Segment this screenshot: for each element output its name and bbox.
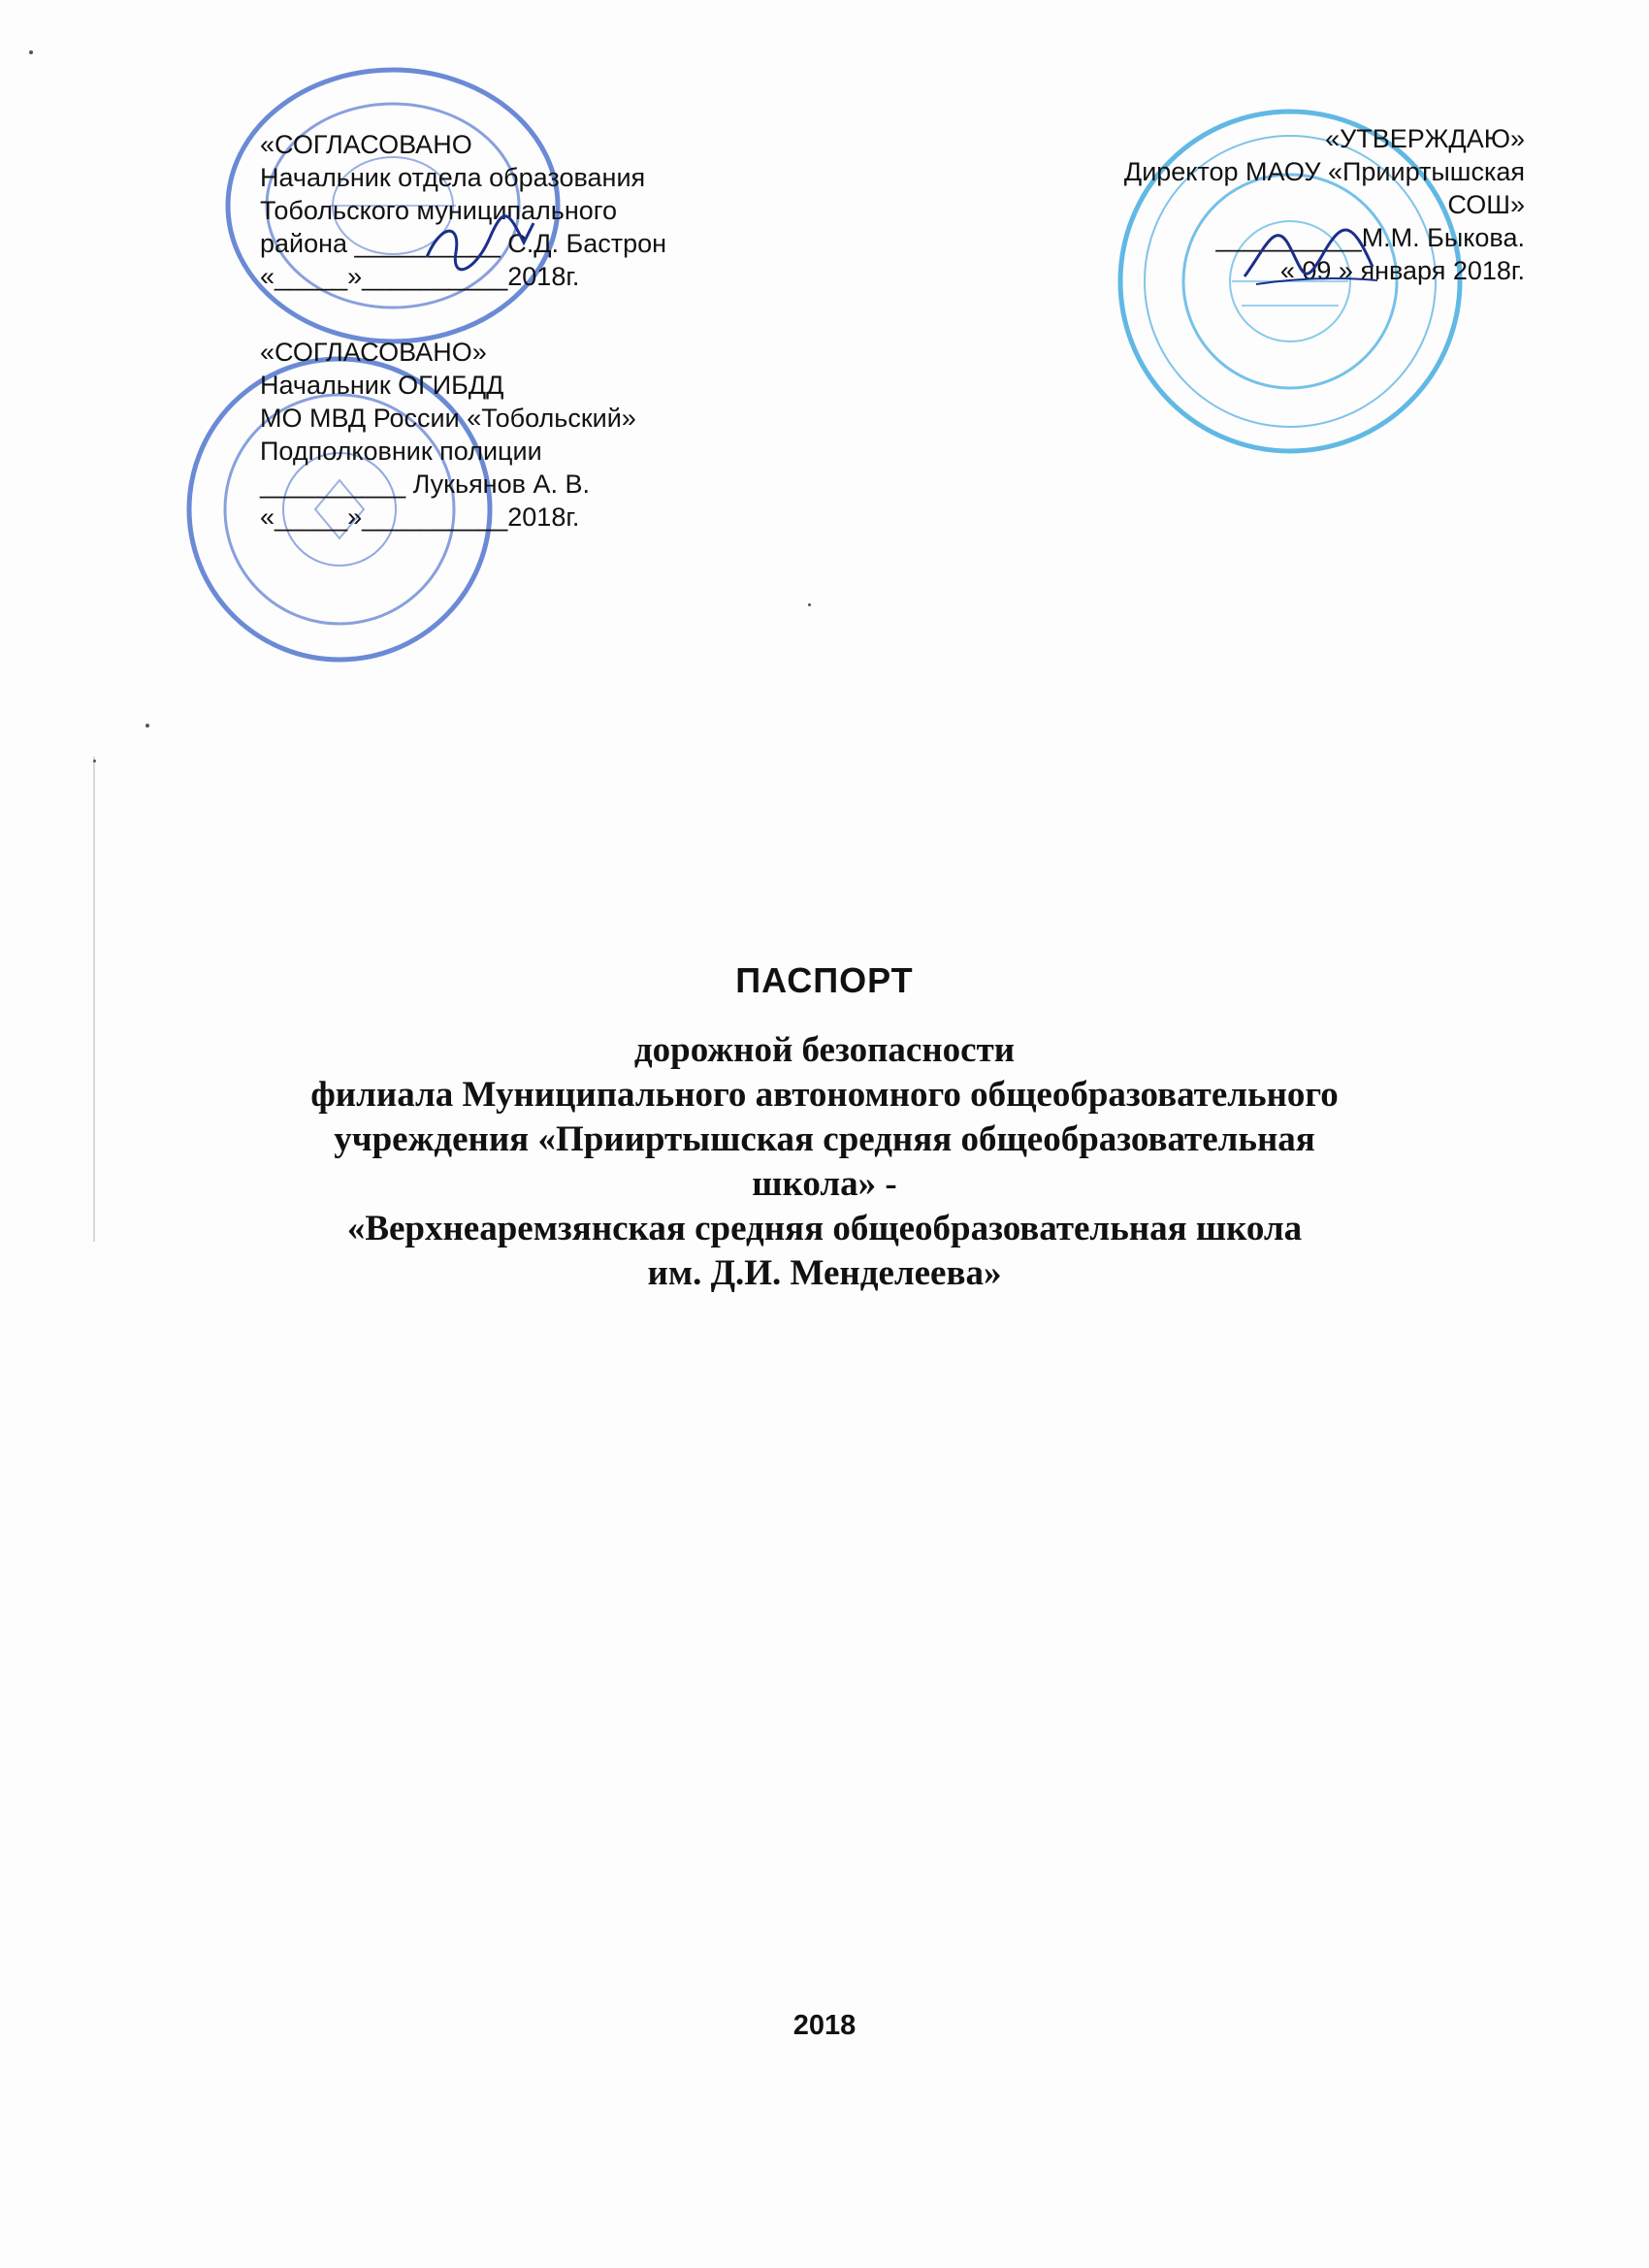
scan-speck	[808, 603, 811, 606]
subtitle-line: дорожной безопасности	[633, 1030, 1016, 1070]
title-block	[0, 960, 1649, 1296]
signature-bykova	[1237, 209, 1382, 296]
approval-block-police	[260, 336, 636, 534]
document-year: 2018	[792, 2010, 857, 2041]
document-title: ПАСПОРТ	[735, 960, 914, 1000]
scan-artifact	[93, 757, 95, 1242]
approval-line: СОШ»	[1447, 190, 1525, 219]
subtitle-line: филиала Муниципального автономного общеобразовательного	[310, 1075, 1339, 1115]
subtitle-line: «Верхнеаремзянская средняя общеобразовательная школа	[346, 1209, 1303, 1248]
approval-line: МО МВД России «Тобольский»	[260, 404, 636, 433]
approval-line: Тобольского муниципального	[260, 196, 618, 225]
approval-line: Начальник ОГИБДД	[260, 371, 504, 400]
approval-line: «_____»__________2018г.	[260, 502, 580, 532]
scan-speck	[93, 760, 96, 762]
approval-line: «УТВЕРЖДАЮ»	[1325, 124, 1525, 153]
approval-line: «СОГЛАСОВАНО	[260, 130, 472, 159]
scan-speck	[146, 724, 149, 728]
approval-line: « 09 » января 2018г.	[1279, 256, 1525, 285]
approval-line: __________ Лукьянов А. В.	[260, 470, 590, 499]
approval-line: «_____»__________2018г.	[260, 262, 580, 291]
approval-line: Подполковник полиции	[260, 437, 542, 466]
approval-line: Директор МАОУ «Прииртышская	[1123, 157, 1525, 186]
signature-bastron	[417, 204, 543, 281]
scan-speck	[29, 50, 33, 54]
approval-line: Начальник отдела образования	[260, 163, 646, 192]
approval-line: «СОГЛАСОВАНО»	[260, 338, 487, 367]
subtitle-line: им. Д.И. Менделеева»	[647, 1253, 1002, 1293]
approval-line: __________М.М. Быкова.	[1215, 223, 1525, 252]
subtitle-line: школа» -	[752, 1164, 897, 1204]
approval-line: района __________ С.Д. Бастрон	[260, 229, 667, 258]
subtitle-line: учреждения «Прииртышская средняя общеобразовательная	[334, 1119, 1315, 1159]
